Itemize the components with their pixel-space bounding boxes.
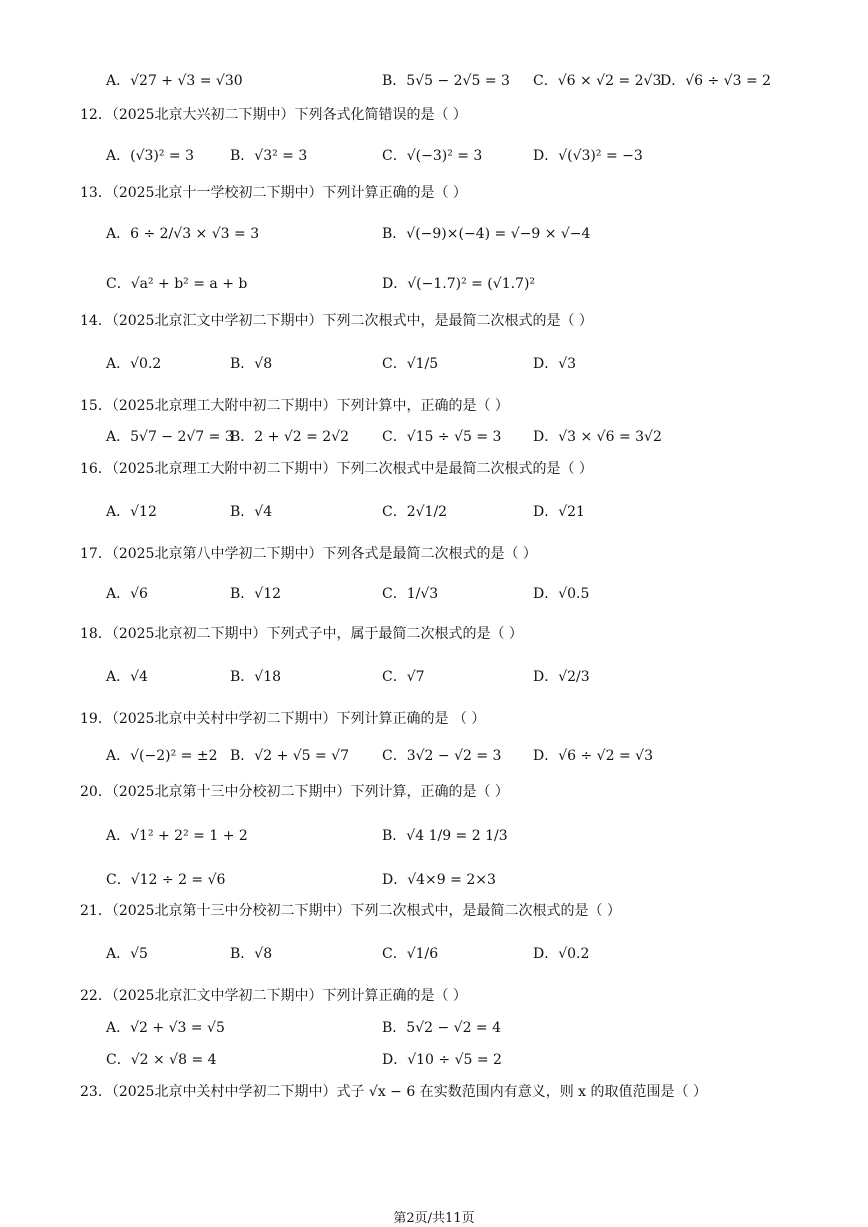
option-14-a: A．√0.2: [106, 356, 162, 372]
question-18-stem: 18．（2025北京初二下期中）下列式子中，属于最简二次根式的是（ ）: [80, 626, 523, 642]
option-20-d: D．√4×9 = 2×3: [382, 872, 496, 888]
option-16-c: C．2√1/2: [382, 504, 448, 520]
option-22-c: C．√2 × √8 = 4: [106, 1052, 217, 1068]
option-11-c: C．√6 × √2 = 2√3: [533, 73, 662, 89]
option-16-d: D．√21: [533, 504, 585, 520]
option-18-d: D．√2/3: [533, 669, 590, 685]
page-footer: 第2页/共11页: [393, 1211, 475, 1226]
question-21-stem: 21．（2025北京第十三中分校初二下期中）下列二次根式中，是最简二次根式的是（ ）: [80, 903, 621, 919]
option-12-b: B．√3² = 3: [230, 148, 308, 164]
option-17-d: D．√0.5: [533, 586, 590, 602]
option-15-c: C．√15 ÷ √5 = 3: [382, 429, 502, 445]
option-13-c: C．√a² + b² = a + b: [106, 276, 248, 292]
question-17-stem: 17．（2025北京第八中学初二下期中）下列各式是最简二次根式的是（ ）: [80, 546, 537, 562]
option-11-a: A．√27 + √3 = √30: [106, 73, 243, 89]
option-19-c: C．3√2 − √2 = 3: [382, 748, 502, 764]
option-18-b: B．√18: [230, 669, 282, 685]
option-20-a: A．√1² + 2² = 1 + 2: [106, 828, 248, 844]
option-21-d: D．√0.2: [533, 946, 590, 962]
question-23-stem: 23．（2025北京中关村中学初二下期中）式子 √x − 6 在实数范围内有意义，则 x 的取值范围是（ ）: [80, 1084, 707, 1100]
question-20-stem: 20．（2025北京第十三中分校初二下期中）下列计算，正确的是（ ）: [80, 784, 509, 800]
option-15-b: B．2 + √2 = 2√2: [230, 429, 350, 445]
option-12-c: C．√(−3)² = 3: [382, 148, 483, 164]
option-22-b: B．5√2 − √2 = 4: [382, 1020, 502, 1036]
question-22-stem: 22．（2025北京汇文中学初二下期中）下列计算正确的是（ ）: [80, 988, 467, 1004]
option-12-a: A．(√3)² = 3: [106, 148, 195, 164]
question-15-stem: 15．（2025北京理工大附中初二下期中）下列计算中，正确的是（ ）: [80, 398, 509, 414]
option-13-d: D．√(−1.7)² = (√1.7)²: [382, 276, 536, 292]
option-22-d: D．√10 ÷ √5 = 2: [382, 1052, 502, 1068]
option-14-d: D．√3: [533, 356, 577, 372]
option-14-b: B．√8: [230, 356, 273, 372]
question-16-stem: 16．（2025北京理工大附中初二下期中）下列二次根式中是最简二次根式的是（ ）: [80, 461, 593, 477]
option-14-c: C．√1/5: [382, 356, 439, 372]
option-15-a: A．5√7 − 2√7 = 3: [106, 429, 234, 445]
question-13-stem: 13．（2025北京十一学校初二下期中）下列计算正确的是（ ）: [80, 185, 467, 201]
option-11-d: D．√6 ÷ √3 = 2: [660, 73, 772, 89]
option-19-a: A．√(−2)² = ±2: [106, 748, 218, 764]
option-17-a: A．√6: [106, 586, 148, 602]
question-19-stem: 19．（2025北京中关村中学初二下期中）下列计算正确的是 （ ）: [80, 711, 486, 727]
option-17-b: B．√12: [230, 586, 282, 602]
option-16-a: A．√12: [106, 504, 157, 520]
option-12-d: D．√(√3)² = −3: [533, 148, 643, 164]
option-11-b: B．5√5 − 2√5 = 3: [382, 73, 510, 89]
option-19-d: D．√6 ÷ √2 = √3: [533, 748, 653, 764]
option-16-b: B．√4: [230, 504, 273, 520]
question-14-stem: 14．（2025北京汇文中学初二下期中）下列二次根式中，是最简二次根式的是（ ）: [80, 313, 593, 329]
option-18-a: A．√4: [106, 669, 148, 685]
option-17-c: C．1/√3: [382, 586, 439, 602]
option-21-a: A．√5: [106, 946, 148, 962]
option-21-b: B．√8: [230, 946, 273, 962]
option-13-b: B．√(−9)×(−4) = √−9 × √−4: [382, 226, 591, 242]
option-19-b: B．√2 + √5 = √7: [230, 748, 350, 764]
option-22-a: A．√2 + √3 = √5: [106, 1020, 225, 1036]
question-12-stem: 12．（2025北京大兴初二下期中）下列各式化简错误的是（ ）: [80, 107, 467, 123]
option-20-b: B．√4 1/9 = 2 1/3: [382, 828, 508, 844]
option-13-a: A．6 ÷ 2/√3 × √3 = 3: [106, 226, 260, 242]
option-21-c: C．√1/6: [382, 946, 439, 962]
option-15-d: D．√3 × √6 = 3√2: [533, 429, 662, 445]
option-20-c: C．√12 ÷ 2 = √6: [106, 872, 226, 888]
option-18-c: C．√7: [382, 669, 425, 685]
